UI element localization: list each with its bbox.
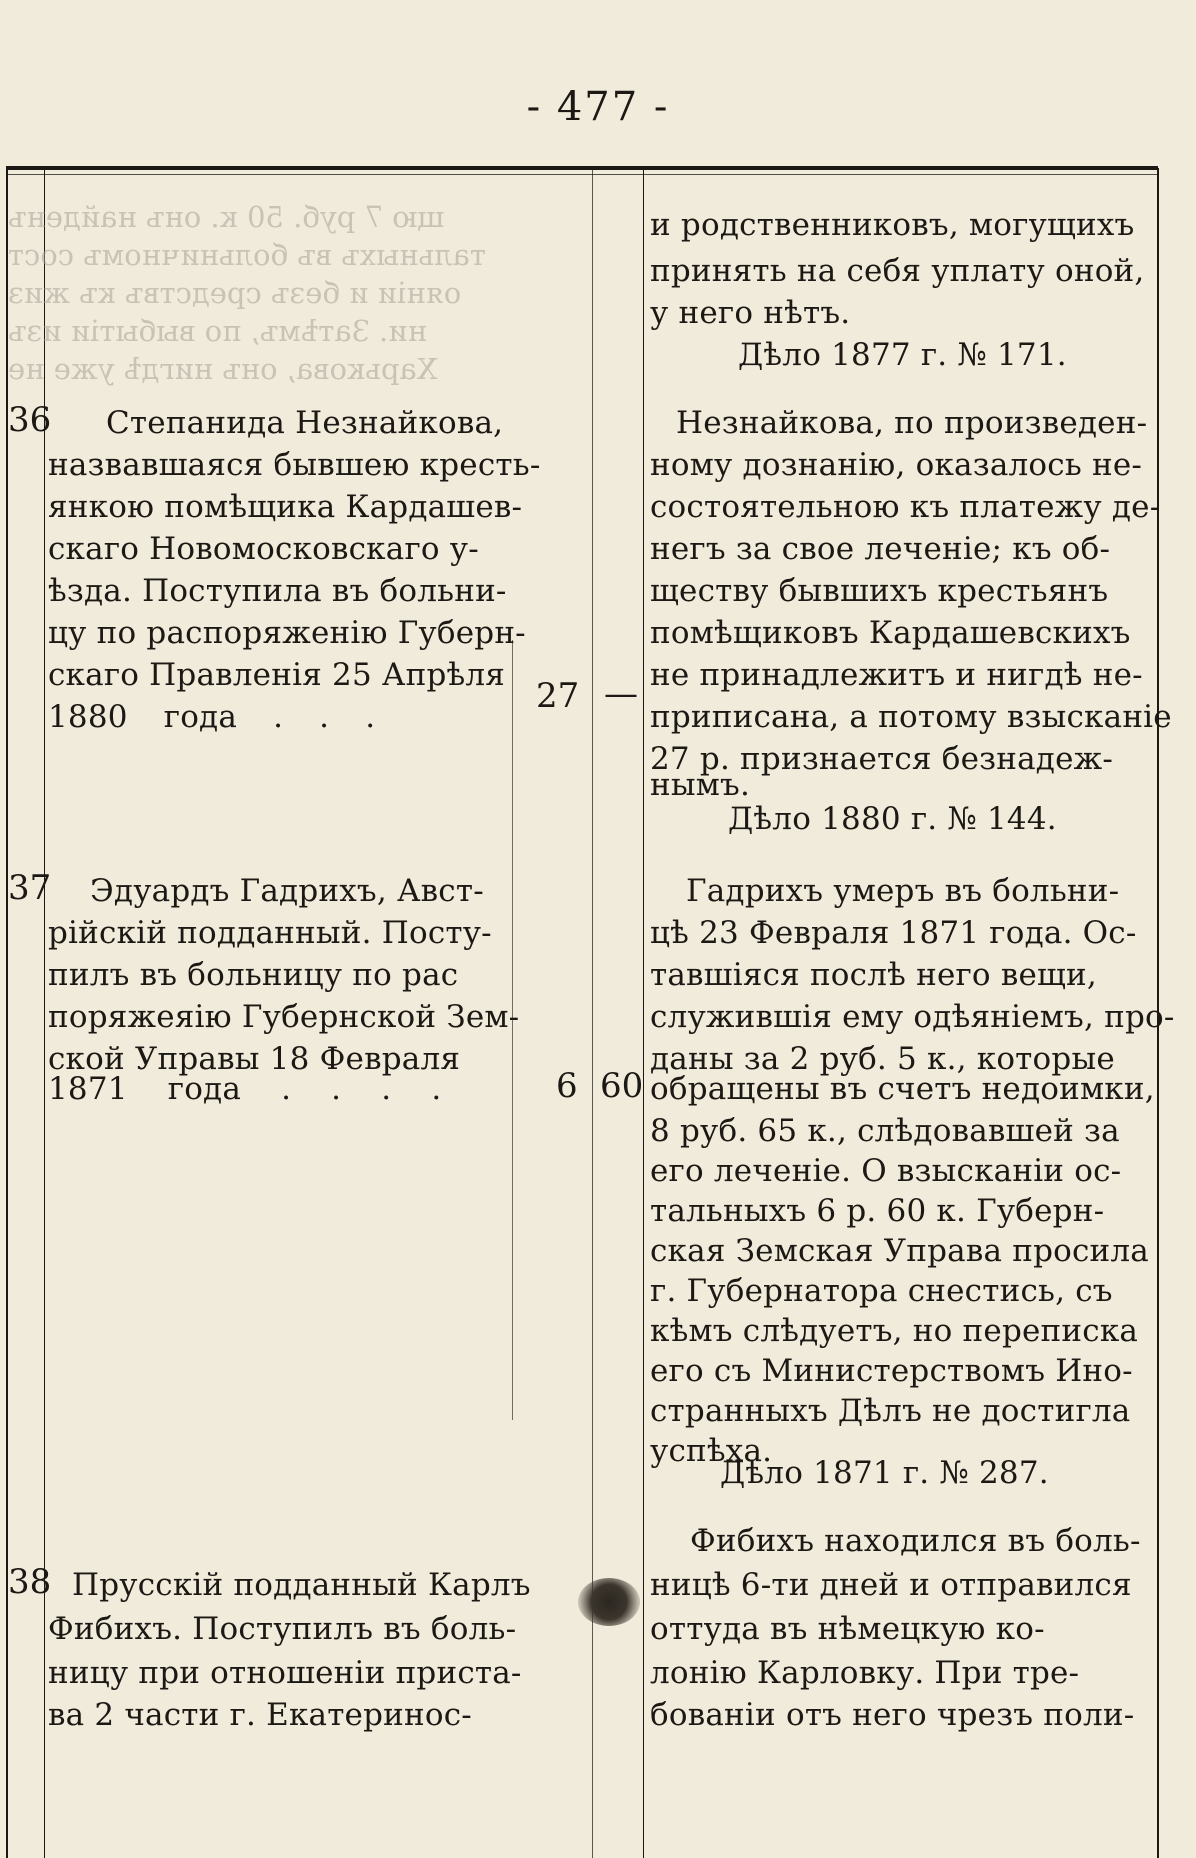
right-text-line: Фибихъ находился въ боль- <box>690 1523 1141 1559</box>
entry-text-line: назвавшаяся бывшею кресть- <box>48 447 541 483</box>
right-text-line: успѣха. <box>650 1433 773 1469</box>
amount-kopecks: — <box>604 674 638 714</box>
right-text-line: помѣщиковъ Кардашевскихъ <box>650 615 1131 651</box>
bleed-through-line: ояніи и безъ средствъ къ жиз <box>8 276 462 310</box>
amount-kopecks: 60 <box>600 1066 644 1106</box>
right-text-line: 27 р. признается безнадеж- <box>650 741 1114 777</box>
entry-text-line: 1880 года . . . <box>48 699 376 735</box>
right-text-line: служившія ему одѣяніемъ, про- <box>650 999 1175 1035</box>
amount-rubles: 27 <box>536 676 580 716</box>
right-text-line: ществу бывшихъ крестьянъ <box>650 573 1109 609</box>
right-text-line: его съ Министерствомъ Ино- <box>650 1353 1133 1389</box>
entry-text-line: цу по распоряженію Губерн- <box>48 615 526 651</box>
bleed-through-line: Харькова, онъ нигдѣ уже не <box>8 352 438 386</box>
entry-text-line: ѣзда. Поступила въ больни- <box>48 573 507 609</box>
bleed-through-line: тальныхъ въ больничномъ сост <box>8 238 486 272</box>
right-text-line: лонію Карловку. При тре- <box>650 1655 1080 1691</box>
row-number: 38 <box>8 1562 52 1602</box>
entry-text-line: янкою помѣщика Кардашев- <box>48 489 523 525</box>
entry-text-line: ва 2 части г. Екатеринос- <box>48 1697 472 1733</box>
case-reference: Дѣло 1871 г. № 287. <box>720 1455 1049 1491</box>
bleed-through-line: ни. Затѣмъ, по выбытіи изъ <box>8 314 427 348</box>
entry-text-line: Прусскій подданный Карлъ <box>72 1567 531 1603</box>
amount-rubles: 6 <box>556 1066 578 1106</box>
right-text-line: обращены въ счетъ недоимки, <box>650 1071 1155 1107</box>
right-text-line: Гадрихъ умеръ въ больни- <box>686 873 1120 909</box>
right-text-line: состоятельною къ платежу де- <box>650 489 1161 525</box>
column-divider-text <box>643 168 644 1858</box>
entry-text-line: ницу при отношеніи приста- <box>48 1655 522 1691</box>
entry-text-line: рійскій подданный. Посту- <box>48 915 492 951</box>
right-text-line: даны за 2 руб. 5 к., которые <box>650 1041 1115 1077</box>
right-text-line: его леченіе. О взысканіи ос- <box>650 1153 1122 1189</box>
right-text-line: ницѣ 6-ти дней и отправился <box>650 1567 1132 1603</box>
right-text-line: г. Губернатора снестись, съ <box>650 1273 1113 1309</box>
right-text-line: оттуда въ нѣмецкую ко- <box>650 1611 1045 1647</box>
right-text-line: принять на себя уплату оной, <box>650 253 1145 289</box>
bleed-through-line: щю 7 руб. 50 к. онъ найденъ <box>8 200 445 234</box>
right-text-line: нымъ. <box>650 767 751 803</box>
right-text-line: тальныхъ 6 р. 60 к. Губерн- <box>650 1193 1105 1229</box>
right-text-line: ская Земская Управа просила <box>650 1233 1149 1269</box>
entry-text-line: Степанида Незнайкова, <box>106 405 504 441</box>
header-rule-thin <box>6 174 1158 175</box>
right-text-line: странныхъ Дѣлъ не достигла <box>650 1393 1131 1429</box>
entry-text-line: 1871 года . . . . <box>48 1071 442 1107</box>
right-text-line: и родственниковъ, могущихъ <box>650 207 1135 243</box>
header-rule <box>6 166 1158 170</box>
right-text-line: кѣмъ слѣдуетъ, но переписка <box>650 1313 1139 1349</box>
entry-text-line: пилъ въ больницу по рас <box>48 957 459 993</box>
row-number: 37 <box>8 868 52 908</box>
row-number: 36 <box>8 400 52 440</box>
entry-text-line: ской Управы 18 Февраля <box>48 1041 461 1077</box>
right-text-line: ному дознанію, оказалось не- <box>650 447 1143 483</box>
entry-text-line: скаго Новомосковскаго у- <box>48 531 479 567</box>
right-text-line: тавшіяся послѣ него вещи, <box>650 957 1097 993</box>
entry-text-line: скаго Правленія 25 Апрѣля <box>48 657 506 693</box>
ink-blot <box>578 1578 640 1626</box>
right-text-line: у него нѣтъ. <box>650 295 851 331</box>
entry-text-line: Фибихъ. Поступилъ въ боль- <box>48 1611 517 1647</box>
right-text-line: не принадлежитъ и нигдѣ не- <box>650 657 1143 693</box>
right-text-line: цѣ 23 Февраля 1871 года. Ос- <box>650 915 1137 951</box>
right-text-line: 8 руб. 65 к., слѣдовавшей за <box>650 1113 1120 1149</box>
right-text-line: негъ за свое леченіе; къ об- <box>650 531 1111 567</box>
entry-text-line: Эдуардъ Гадрихъ, Авст- <box>90 873 484 909</box>
case-reference: Дѣло 1877 г. № 171. <box>738 337 1067 373</box>
case-reference: Дѣло 1880 г. № 144. <box>728 801 1057 837</box>
right-text-line: Незнайкова, по произведен- <box>676 405 1148 441</box>
right-text-line: приписана, а потому взысканіе <box>650 699 1172 735</box>
entry-text-line: поряжеяію Губернской Зем- <box>48 999 520 1035</box>
right-text-line: бованіи отъ него чрезъ поли- <box>650 1697 1135 1733</box>
page-number: - 477 - <box>526 84 670 130</box>
